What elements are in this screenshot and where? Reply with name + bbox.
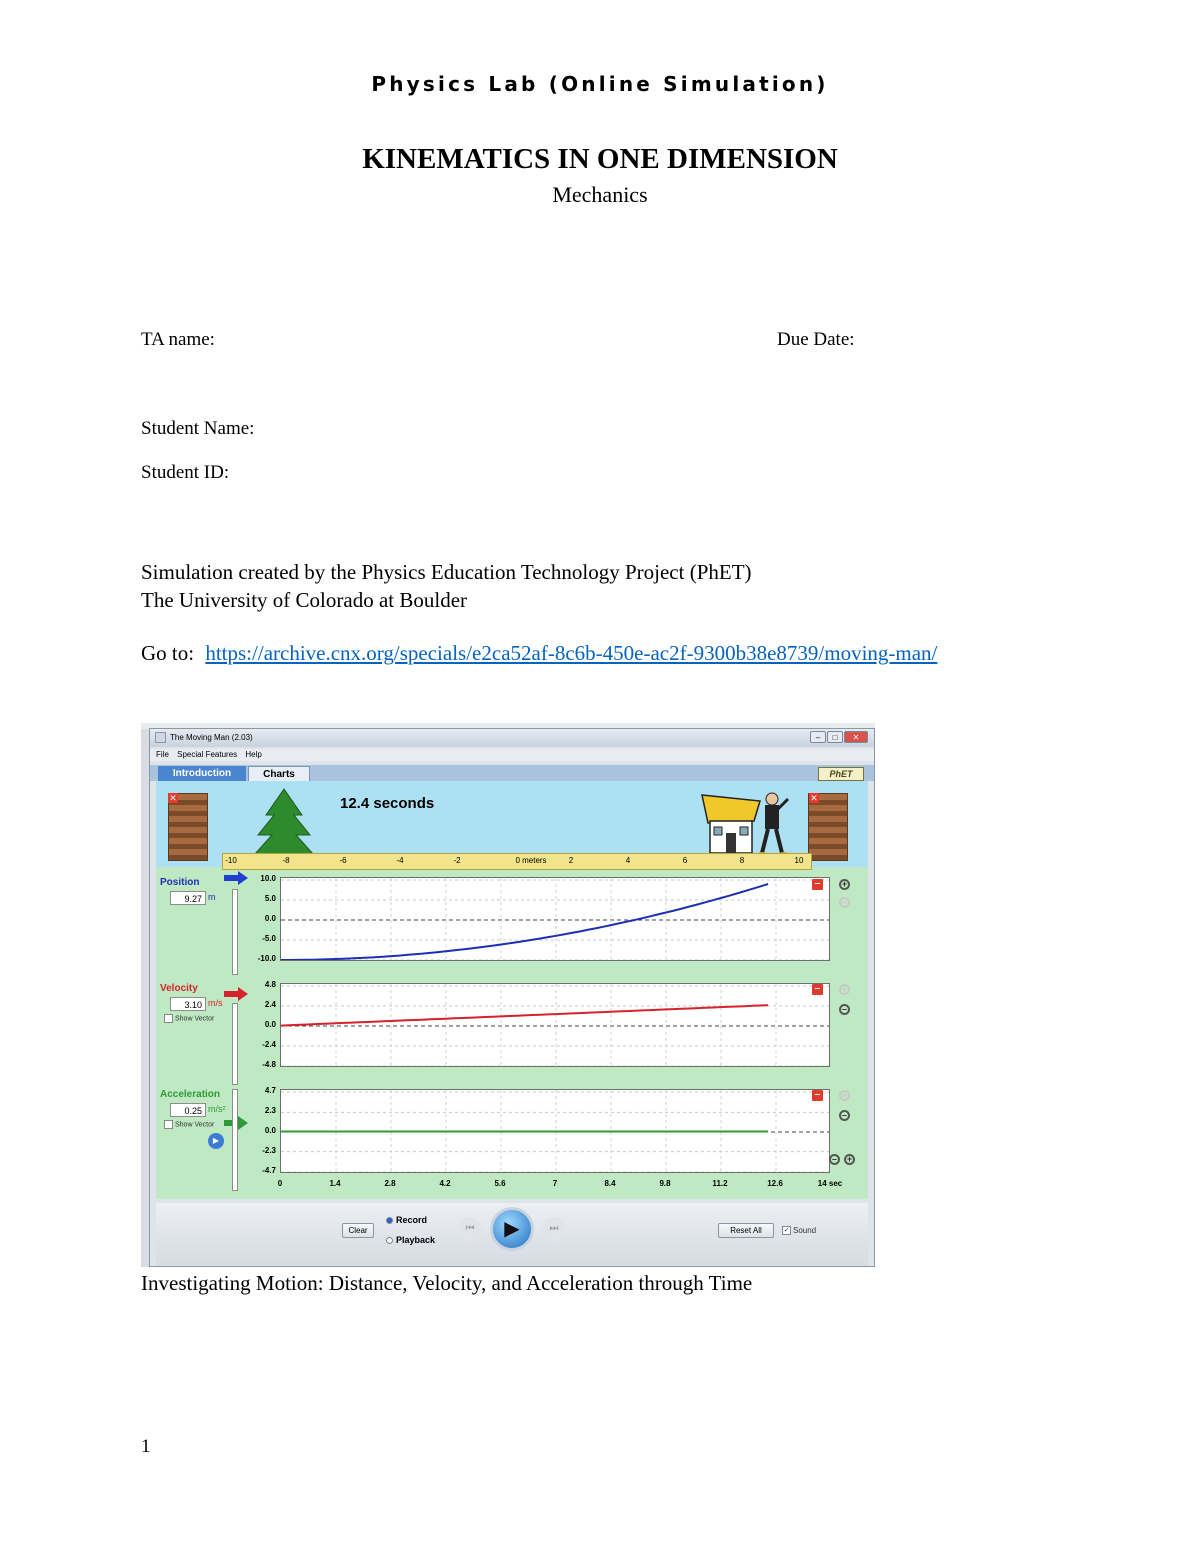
menu-bar <box>150 749 874 761</box>
zoom-in-icon[interactable]: + <box>839 984 850 995</box>
time-axis-tick: 14 sec <box>817 1179 843 1188</box>
time-axis-tick: 7 <box>552 1179 558 1188</box>
goto-label: Go to: <box>141 641 195 665</box>
app-icon <box>155 732 166 743</box>
velocity-y-tick: 2.4 <box>264 1000 276 1009</box>
time-axis-tick: 8.4 <box>604 1179 616 1188</box>
zoom-in-icon[interactable]: + <box>839 1090 850 1101</box>
tab-charts[interactable]: Charts <box>248 766 310 781</box>
tab-introduction[interactable]: Introduction <box>158 766 246 781</box>
time-axis-tick: 5.6 <box>494 1179 506 1188</box>
page-subtitle: Mechanics <box>552 182 648 207</box>
velocity-unit: m/s <box>208 998 223 1008</box>
page-title: KINEMATICS IN ONE DIMENSION <box>362 143 838 175</box>
record-radio[interactable] <box>386 1215 427 1225</box>
velocity-curve <box>281 1005 768 1025</box>
acceleration-y-tick: -2.3 <box>262 1145 276 1155</box>
time-zoom-out-icon[interactable]: – <box>829 1154 840 1165</box>
acceleration-y-tick: 2.3 <box>264 1106 276 1116</box>
position-value-field[interactable]: 9.27 <box>170 891 206 905</box>
time-axis-tick: 11.2 <box>712 1179 728 1188</box>
maximize-icon[interactable]: □ <box>827 731 843 743</box>
position-y-tick: -5.0 <box>262 934 276 943</box>
simulation-link[interactable]: https://archive.cnx.org/specials/e2ca52af-8c6b-450e-ac2f-9300b38e8739/moving-man/ <box>205 641 938 665</box>
student-id-label: Student ID: <box>141 462 230 483</box>
tab-bar <box>150 765 874 781</box>
credit-line-2: The University of Colorado at Boulder <box>141 588 468 612</box>
position-y-tick: 10.0 <box>260 874 276 883</box>
sound-checkbox[interactable]: ✓ <box>783 1227 790 1235</box>
position-unit: m <box>208 892 216 902</box>
time-display: 12.4 seconds <box>340 795 435 812</box>
reset-all-button[interactable]: Reset All <box>718 1223 774 1238</box>
acceleration-unit: m/s² <box>208 1104 226 1114</box>
time-axis-tick: 2.8 <box>384 1179 396 1188</box>
velocity-y-tick: -4.8 <box>262 1060 276 1069</box>
time-axis-tick: 4.2 <box>439 1179 451 1188</box>
step-forward-icon[interactable]: ⏭ <box>542 1217 566 1241</box>
velocity-y-tick: -2.4 <box>262 1040 276 1049</box>
window-titlebar <box>150 729 874 747</box>
right-wall-close-icon[interactable]: ✕ <box>810 793 818 803</box>
velocity-chart[interactable] <box>280 983 830 1067</box>
simulation-area <box>156 781 868 1199</box>
acceleration-minimize-button[interactable]: – <box>812 1090 823 1101</box>
position-y-tick: -10.0 <box>257 954 276 963</box>
playback-radio-dot[interactable] <box>386 1237 393 1244</box>
velocity-minimize-button[interactable]: – <box>812 984 823 995</box>
velocity-value-field[interactable]: 3.10 <box>170 997 206 1011</box>
menu-help[interactable]: Help <box>245 750 262 759</box>
zoom-out-icon[interactable]: – <box>839 1110 850 1121</box>
ruler-tick: 2 <box>568 856 574 865</box>
ta-name-label: TA name: <box>141 329 215 350</box>
position-label: Position <box>160 877 200 888</box>
acceleration-y-tick: 0.0 <box>264 1126 276 1135</box>
velocity-show-vector-label: Show Vector <box>175 1015 215 1023</box>
sound-toggle[interactable] <box>782 1226 816 1235</box>
playback-radio[interactable] <box>386 1235 435 1245</box>
student-name-label: Student Name: <box>141 418 255 439</box>
play-circle-icon[interactable]: ▶ <box>208 1133 224 1149</box>
minimize-icon[interactable]: – <box>810 731 826 743</box>
ruler-tick: -10 <box>225 856 237 865</box>
velocity-y-tick: 4.8 <box>264 980 276 989</box>
time-axis-tick: 12.6 <box>767 1179 783 1188</box>
velocity-y-tick: 0.0 <box>264 1020 276 1029</box>
zoom-out-icon[interactable]: – <box>839 897 850 908</box>
time-axis-tick: 9.8 <box>659 1179 671 1188</box>
playback-controls <box>156 1203 868 1265</box>
charts-layer <box>156 781 868 1199</box>
record-radio-dot[interactable] <box>386 1217 393 1224</box>
time-axis-tick: 1.4 <box>329 1179 341 1188</box>
ruler-tick: -4 <box>396 856 404 865</box>
acceleration-y-tick: 4.7 <box>264 1086 276 1095</box>
time-axis-tick: 0 <box>277 1179 283 1188</box>
lab-header: Physics Lab (Online Simulation) <box>371 72 829 96</box>
clear-button[interactable]: Clear <box>342 1223 374 1238</box>
due-date-label: Due Date: <box>777 329 855 350</box>
left-wall-close-icon[interactable]: ✕ <box>169 793 177 803</box>
menu-special-features[interactable]: Special Features <box>177 750 238 759</box>
position-minimize-button[interactable]: – <box>812 879 823 890</box>
sound-label: Sound <box>793 1226 817 1235</box>
ruler-tick: 10 <box>794 856 804 865</box>
ruler-tick: 4 <box>625 856 631 865</box>
record-label: Record <box>396 1215 428 1225</box>
acceleration-chart[interactable] <box>280 1089 830 1173</box>
velocity-label: Velocity <box>160 983 198 994</box>
position-curve <box>281 884 768 960</box>
close-icon[interactable]: ✕ <box>844 731 868 743</box>
zoom-out-icon[interactable]: – <box>839 1004 850 1015</box>
acceleration-y-tick: -4.7 <box>262 1166 276 1175</box>
position-chart[interactable] <box>280 877 830 961</box>
time-zoom-in-icon[interactable]: + <box>844 1154 855 1165</box>
ruler-tick: -2 <box>453 856 461 865</box>
figure-caption: Investigating Motion: Distance, Velocity, and Acceleration through Time <box>141 1271 753 1295</box>
window-title: The Moving Man (2.03) <box>170 733 253 742</box>
ruler-tick: 6 <box>682 856 688 865</box>
playback-label: Playback <box>396 1235 436 1245</box>
ruler-tick: 0 meters <box>515 856 547 865</box>
play-button[interactable]: ▶ <box>490 1207 534 1251</box>
ruler-tick: -8 <box>282 856 290 865</box>
menu-file[interactable]: File <box>156 750 169 759</box>
acceleration-show-vector-label: Show Vector <box>175 1121 215 1129</box>
sim-window <box>149 728 875 1267</box>
rewind-icon[interactable]: ⏮ <box>458 1217 482 1241</box>
position-y-tick: 0.0 <box>264 914 276 923</box>
ruler-tick: -6 <box>339 856 347 865</box>
simulation-screenshot <box>141 723 875 1267</box>
page-number: 1 <box>141 1436 151 1457</box>
goto-line <box>141 641 937 666</box>
phet-logo: PhET <box>818 767 864 781</box>
ruler-tick: 8 <box>739 856 745 865</box>
acceleration-label: Acceleration <box>160 1089 221 1100</box>
credit-line-1: Simulation created by the Physics Education Technology Project (PhET) <box>141 560 752 584</box>
acceleration-value-field[interactable]: 0.25 <box>170 1103 206 1117</box>
zoom-in-icon[interactable]: + <box>839 879 850 890</box>
position-y-tick: 5.0 <box>264 894 276 903</box>
